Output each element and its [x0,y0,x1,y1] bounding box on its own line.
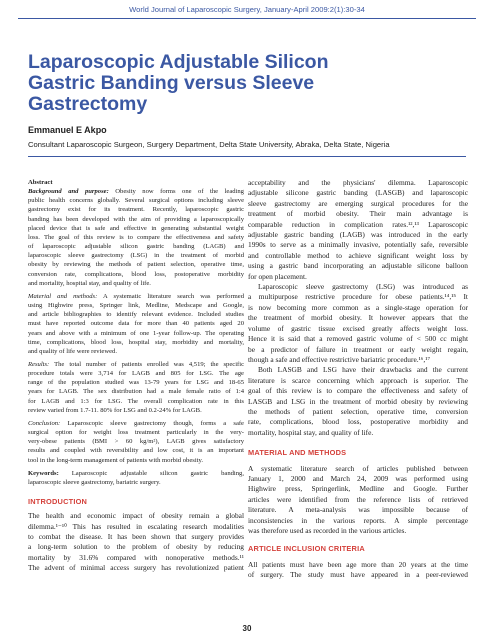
text-line: very-obese patients (BMI > 60 kg/m²), LAGB gives satisfactory [28,438,244,446]
conclusion-label: Conclusion: [28,419,61,427]
header-rule [18,18,476,19]
text-line: of surgery. The study must have appeared in a peer-reviewed [248,570,468,580]
text-line [28,469,244,478]
title-line: Gastric Banding versus Sleeve [28,72,315,94]
text-line: literature. A meta-analysis was impossible because of [248,505,468,515]
text-line: literature is scarce concerning which approach is superior. The [248,375,468,385]
text-run: The total number of patients enrolled was 4,519; the specific [54,360,244,368]
text-line: loss. The goal of this review is to compare the effectiveness and safety [28,233,244,241]
text-line: gastrectomy exist for its treatment. Recently, laparoscopic gastric [28,206,244,214]
text-line: The health and economic impact of obesity remain a global [28,511,244,521]
text-line: tool in the long-term management of patients with morbid obesity. [28,456,204,464]
text-line: All patients must have been age more than 20 years at the time [248,559,468,569]
text-run: A systematic literature search was performed [103,292,244,300]
text-line [28,292,244,301]
results-label: Results: [28,360,50,368]
text-line: LASGB and LSG in the treatment of morbid obesity by reviewing [248,396,468,406]
text-line: and mortality, hospital stay, and quality of life. [28,279,151,287]
methods-label: Material and methods: [28,292,98,300]
text-line: mortality, hospital stay, and quality of life. [248,427,374,437]
author-name: Emmanuel E Akpo [28,125,107,135]
journal-header: World Journal of Laparoscopic Surgery, January-April 2009:2(1):30-34 [129,5,365,14]
text-line: 1990s to serve as a minimally invasive, potentially safe, reversible [248,240,468,250]
text-line: range of the population studied was 13-79 years for LSG and 18-65 [28,379,244,387]
text-run: Laparoscopic adjustable silicon gastric banding, [71,469,244,477]
text-line: treatment of morbid obesity. Their main advantage is [248,209,468,219]
title-line: Gastrectomy [28,93,148,115]
text-line: using Highwire press, Springer link, Medline, Medscape and Google, [28,302,244,310]
text-line: comparable reduction in complication rates.¹²,¹³ Laparoscopic [248,219,468,229]
text-line: using a gastric band incorporating an adjustable silicone balloon [248,261,468,271]
text-line: though a safe and effective restrictive bariatric procedure.¹⁶,¹⁷ [248,354,431,364]
text-line: sleeve gastrectomy are emerging surgical procedures for the [248,198,468,208]
text-line: conversion rate, complications, blood loss, postoperative morbidity [28,270,244,278]
introduction-heading: INTRODUCTION [28,497,88,506]
text-line: the treatment of morbid obesity. It however appears that the [248,313,468,323]
title-line: Laparoscopic Adjustable Silicon [28,51,329,73]
text-line: and quality of life were reviewed. [28,347,117,355]
methods-heading: MATERIAL AND METHODS [248,448,347,458]
text-line: surgical option for weight loss treatment particularly in the very- [28,429,244,437]
text-line: adjustable silicone gastric banding (LASGB) and laparoscopic [248,188,468,198]
text-line: Laparoscopic sleeve gastrectomy (LSG) was introduced as [258,282,468,292]
text-line: procedure totals were 3,714 for LAGB and 805 for LSG. The age [28,370,244,378]
text-line: dilemma.¹⁻¹⁰ This has resulted in escalating research modalities [28,521,244,531]
author-affiliation: Consultant Laparoscopic Surgeon, Surgery Department, Delta State University, Abraka, Delta State, Nigeria [28,140,390,149]
text-line: mortality by 31.6% compared with nonoperative methods.¹¹ [28,552,244,562]
text-line: and controllable method to achieve significant weight loss by [248,250,468,260]
text-line: to combat the disease. It has been shown that surgery provides [28,531,244,541]
text-line: inconsistencies in the various reports. A simple percentage [248,515,468,525]
text-line: articles were identified from the reference lists of retrieved [248,494,468,504]
page-number: 30 [242,624,252,633]
text-line: was therefore used as recorded in the various articles. [248,526,407,535]
text-line: placed device that is safe and effective in generating substantial weight [28,224,244,232]
text-line: acceptability and the physicians' dilemma. Laparoscopic [248,178,468,187]
keywords-label: Keywords: [28,469,59,477]
text-line [28,419,244,428]
article-title [28,52,468,115]
text-line: for LAGB and 1:3 for LSG. The overall complication rate in this [28,397,244,405]
text-line [28,187,244,196]
text-line: A systematic literature search of articles published between [248,463,468,473]
text-line: for open placement. [248,271,307,281]
text-line: a multipurpose restrictive procedure for obese patients.¹⁴,¹⁵ It [248,292,468,302]
criteria-heading: ARTICLE INCLUSION CRITERIA [248,544,365,554]
text-line [28,360,244,369]
right-column [248,178,468,581]
text-line: must have reported outcome data for more than 40 patients aged 20 [28,320,244,328]
text-line: adjustable gastric banding (LAGB) was introduced in the early [248,230,468,240]
text-line: a long-term solution to the problem of obesity by reducing [28,542,244,552]
text-line: is now becoming more common as a single-stage operation for [248,302,468,312]
text-line: laparoscopic sleeve gastrectomy, bariatric surgery. [28,478,161,486]
abstract-heading: Abstract [28,179,53,186]
text-line: banding has been developed with the aim of providing a laparoscopically [28,215,244,223]
background-label: Background and purpose: [28,188,109,196]
text-line: Hence it is said that a removed gastric volume of < 500 cc might [248,334,468,344]
text-line: rate, complications, blood loss, postoperative morbidity and [248,417,468,427]
text-line: Highwire press, Springerlink, Medline and Google. Further [248,484,468,494]
text-line: January 1, 2000 and March 24, 2009 was performed using [248,473,468,483]
text-line: years and above with a minimum of one 1-year follow-up. The operating [28,329,244,337]
text-line: obesity by reviewing the methods of patient selection, operative time, [28,261,244,269]
text-run: Obesity now forms one of the leading [115,188,244,196]
left-column [28,178,244,574]
introduction-text [28,511,244,573]
text-line: and article bibliographies to identify relevant evidence. Included studies [28,311,244,319]
text-line: years for LAGB. The sex distribution had a male female ratio of 1:4 [28,388,244,396]
text-line: the methods of patient selection, operative time, conversion [248,406,468,416]
text-line: goal of this review is to compare the effectiveness and safety of [248,386,468,396]
text-line: of laparoscopic adjustable silicon gastric banding (LAGB) and [28,243,244,251]
text-line: be a predictor of failure in treatment or early weight regain, [248,344,468,354]
title-rule [28,156,466,157]
text-line: time, complications, blood loss, hospital stay, morbidity and mortality, [28,338,244,346]
text-line: Both LASGB and LSG have their drawbacks and the current [258,365,468,375]
text-run: Laparoscopic sleeve gastrectomy though, forms a safe [67,419,244,427]
text-line: public health concerns globally. Several surgical options including sleeve [28,197,244,205]
text-line: volume of gastric tissue excised greatly affects weight loss. [248,323,468,333]
text-line: review varied from 1.7-11. 80% for LSG and 0.2-24% for LAGB. [28,406,202,414]
text-line: results and coupled with reversibility and low cost, it is an important [28,447,244,455]
text-line: The advent of minimal access surgery has revolutionized patient [28,563,244,573]
text-line: laparoscopic sleeve gastrectomy (LSG) in the treatment of morbid [28,252,244,260]
